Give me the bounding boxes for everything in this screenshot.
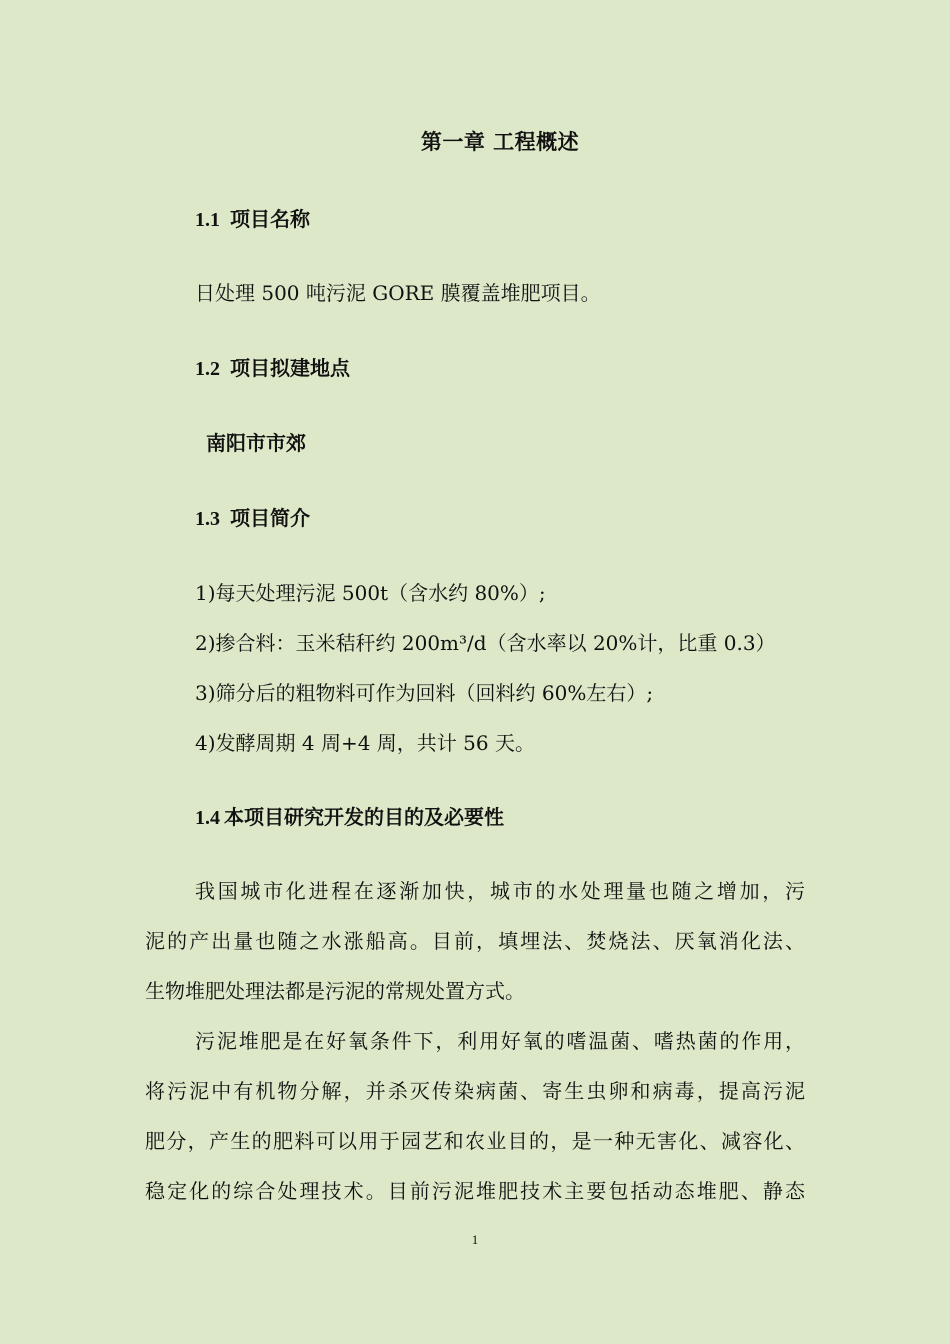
summary-item: 2)掺合料：玉米秸秆约 200m³/d（含水率以 20%计，比重 0.3）: [195, 631, 776, 655]
section-number: 1.3: [195, 508, 220, 530]
section-number: 1.4: [195, 807, 220, 829]
paragraph-line: 生物堆肥处理法都是污泥的常规处置方式。: [145, 979, 525, 1003]
page-number: 1: [471, 1232, 479, 1247]
paragraph-line: 稳定化的综合处理技术。目前污泥堆肥技术主要包括动态堆肥、静态: [145, 1179, 805, 1203]
section-title: 项目名称: [230, 207, 310, 231]
paragraph-line: 我国城市化进程在逐渐加快，城市的水处理量也随之增加，污: [195, 879, 805, 903]
summary-item: 3)筛分后的粗物料可作为回料（回料约 60%左右）;: [195, 681, 654, 705]
section-heading-1-4: [195, 801, 504, 830]
section-title: 项目拟建地点: [230, 356, 350, 380]
project-name-text: 日处理 500 吨污泥 GORE 膜覆盖堆肥项目。: [195, 281, 601, 305]
location-text: 南阳市市郊: [206, 431, 306, 455]
summary-item: 4)发酵周期 4 周+4 周，共计 56 天。: [195, 731, 535, 755]
section-number: 1.2: [195, 358, 220, 380]
section-heading-1-2: [195, 352, 350, 381]
section-heading-1-1: [195, 203, 310, 232]
section-title: 项目简介: [230, 506, 310, 530]
summary-item: 1)每天处理污泥 500t（含水约 80%）;: [195, 581, 546, 605]
chapter-title: 第一章 工程概述: [420, 130, 580, 154]
paragraph-line: 将污泥中有机物分解，并杀灭传染病菌、寄生虫卵和病毒，提高污泥: [145, 1079, 805, 1103]
paragraph-line: 污泥堆肥是在好氧条件下，利用好氧的嗜温菌、嗜热菌的作用，: [195, 1029, 805, 1053]
section-title: 本项目研究开发的目的及必要性: [224, 805, 504, 829]
section-heading-1-3: [195, 502, 310, 531]
paragraph-line: 泥的产出量也随之水涨船高。目前，填埋法、焚烧法、厌氧消化法、: [145, 929, 805, 953]
paragraph-line: 肥分，产生的肥料可以用于园艺和农业目的，是一种无害化、减容化、: [145, 1129, 805, 1153]
section-number: 1.1: [195, 209, 220, 231]
